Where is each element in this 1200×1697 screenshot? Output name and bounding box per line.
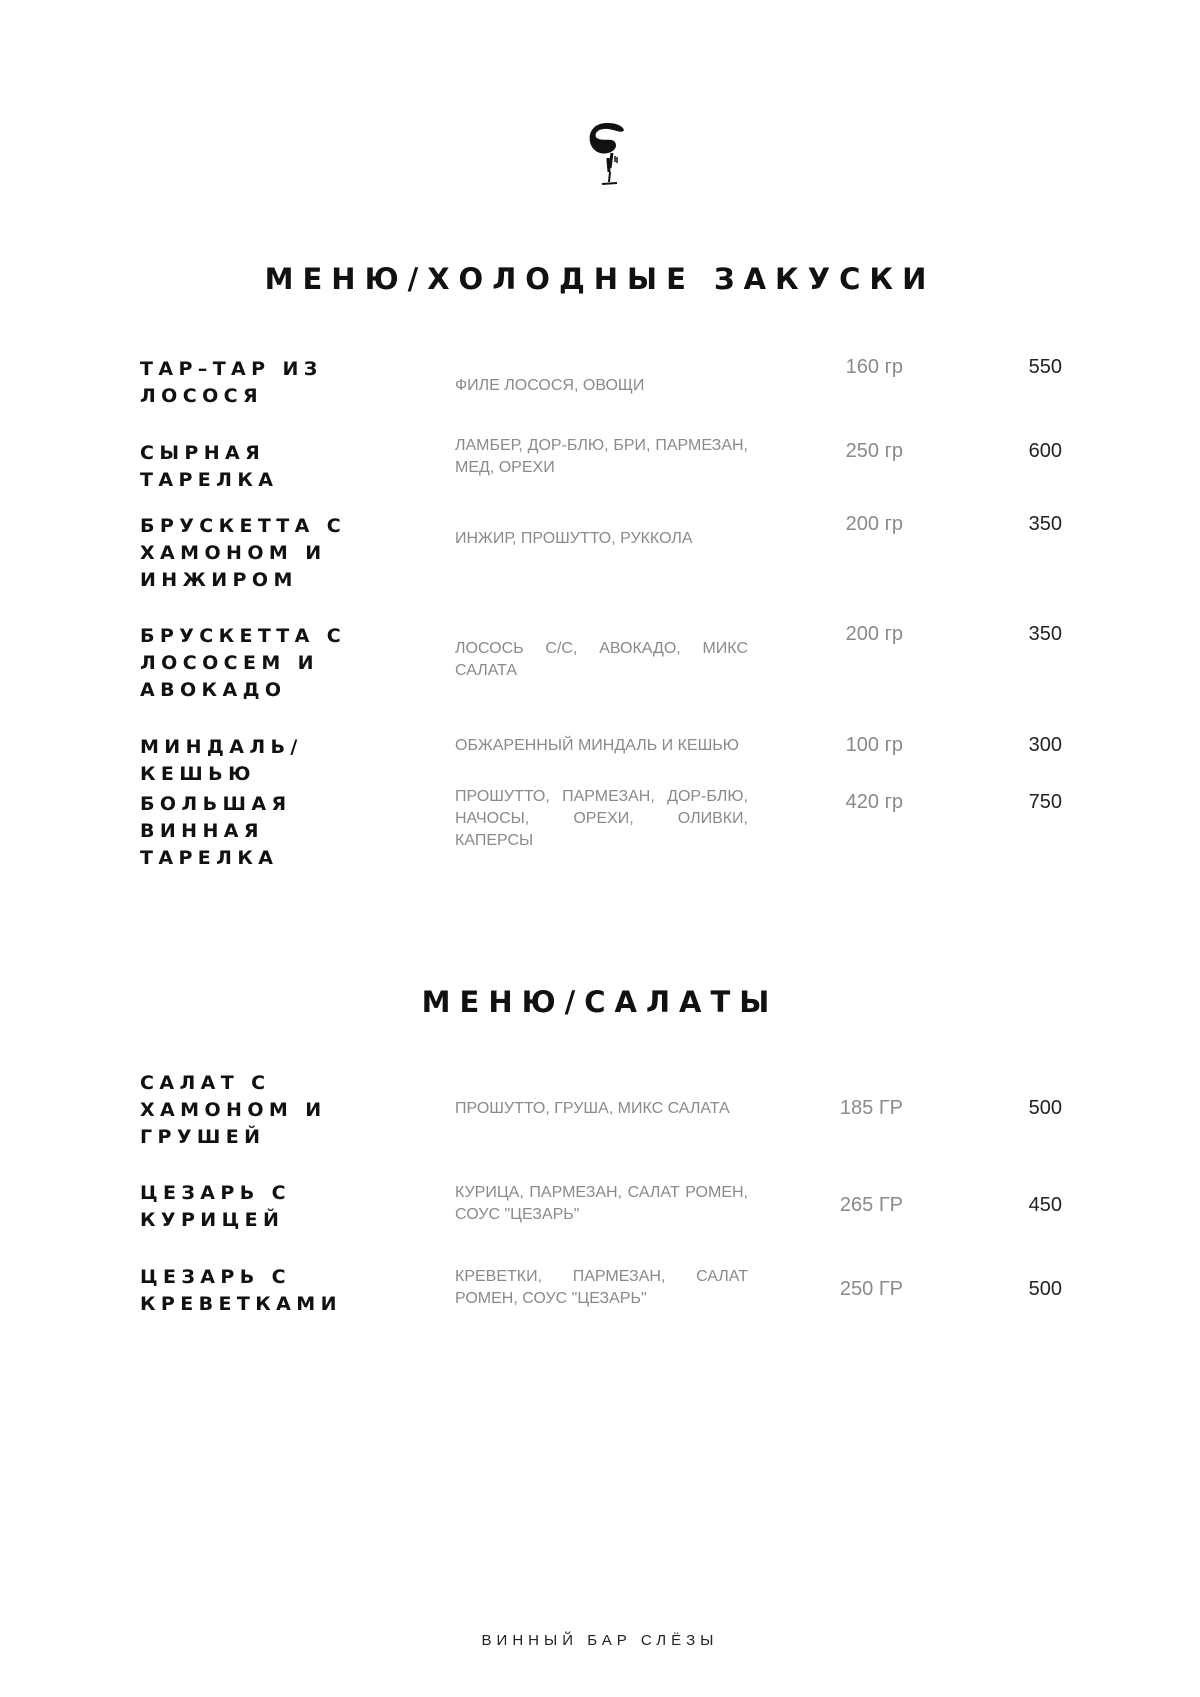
- item-description: КРЕВЕТКИ, ПАРМЕЗАН, САЛАТ РОМЕН, СОУС "ЦЕЗАРЬ": [455, 1268, 748, 1307]
- footer-bar-name: ВИННЫЙ БАР СЛЁЗЫ: [481, 1632, 719, 1649]
- item-weight: 250 ГР: [839, 1278, 903, 1300]
- salads-list: [0, 1070, 1200, 1324]
- menu-item: [0, 513, 1200, 623]
- item-weight: 265 ГР: [839, 1194, 903, 1216]
- item-name: ТАР–ТАР ИЗ ЛОСОСЯ: [140, 358, 323, 407]
- item-description: ЛАМБЕР, ДОР-БЛЮ, БРИ, ПАРМЕЗАН, МЕД, ОРЕХИ: [455, 437, 748, 476]
- item-description: ОБЖАРЕННЫЙ МИНДАЛЬ И КЕШЬЮ: [455, 737, 739, 754]
- item-price: 750: [1028, 791, 1062, 813]
- menu-item: [0, 1264, 1200, 1324]
- menu-item: [0, 437, 1200, 513]
- menu-item: [0, 734, 1200, 791]
- section-title-salads: МЕНЮ/САЛАТЫ: [421, 985, 779, 1019]
- item-weight: 160 гр: [845, 356, 903, 378]
- item-weight: 100 гр: [845, 734, 903, 756]
- item-price: 300: [1028, 734, 1062, 756]
- menu-item: [0, 623, 1200, 734]
- item-name: ЦЕЗАРЬ С КРЕВЕТКАМИ: [140, 1266, 342, 1315]
- item-weight: 200 гр: [845, 513, 903, 535]
- item-price: 350: [1028, 623, 1062, 645]
- wine-glass-logo-icon: [582, 120, 632, 190]
- menu-item: [0, 788, 1200, 869]
- item-price: 550: [1028, 356, 1062, 378]
- item-price: 500: [1028, 1097, 1062, 1119]
- menu-item: [0, 1070, 1200, 1180]
- item-price: 500: [1028, 1278, 1062, 1300]
- cold-appetizers-list: [0, 356, 1200, 869]
- item-description: ПРОШУТТО, ГРУША, МИКС САЛАТА: [455, 1100, 730, 1117]
- item-weight: 420 гр: [845, 791, 903, 813]
- menu-item: [0, 356, 1200, 440]
- item-name: САЛАТ С ХАМОНОМ И ГРУШЕЙ: [140, 1072, 327, 1148]
- item-name: БОЛЬШАЯ ВИННАЯ ТАРЕЛКА: [140, 793, 292, 869]
- item-weight: 200 гр: [845, 623, 903, 645]
- item-price: 350: [1028, 513, 1062, 535]
- item-description: ПРОШУТТО, ПАРМЕЗАН, ДОР-БЛЮ, НАЧОСЫ, ОРЕХИ, ОЛИВКИ, КАПЕРСЫ: [455, 788, 748, 849]
- item-description: ИНЖИР, ПРОШУТТО, РУККОЛА: [455, 530, 693, 547]
- item-weight: 185 ГР: [839, 1097, 903, 1119]
- item-description: ЛОСОСЬ С/С, АВОКАДО, МИКС САЛАТА: [455, 640, 748, 679]
- section-title-cold-appetizers: МЕНЮ/ХОЛОДНЫЕ ЗАКУСКИ: [264, 262, 936, 296]
- item-name: СЫРНАЯ ТАРЕЛКА: [140, 442, 279, 491]
- item-description: КУРИЦА, ПАРМЕЗАН, САЛАТ РОМЕН, СОУС "ЦЕЗАРЬ": [455, 1184, 748, 1223]
- item-price: 450: [1028, 1194, 1062, 1216]
- item-name: БРУСКЕТТА С ХАМОНОМ И ИНЖИРОМ: [140, 515, 347, 591]
- menu-item: [0, 1180, 1200, 1264]
- item-name: МИНДАЛЬ/КЕШЬЮ: [140, 736, 303, 785]
- item-price: 600: [1028, 440, 1062, 462]
- item-name: БРУСКЕТТА С ЛОСОСЕМ И АВОКАДО: [140, 625, 347, 701]
- item-weight: 250 гр: [845, 440, 903, 462]
- item-description: ФИЛЕ ЛОСОСЯ, ОВОЩИ: [455, 377, 645, 394]
- item-name: ЦЕЗАРЬ С КУРИЦЕЙ: [140, 1182, 291, 1231]
